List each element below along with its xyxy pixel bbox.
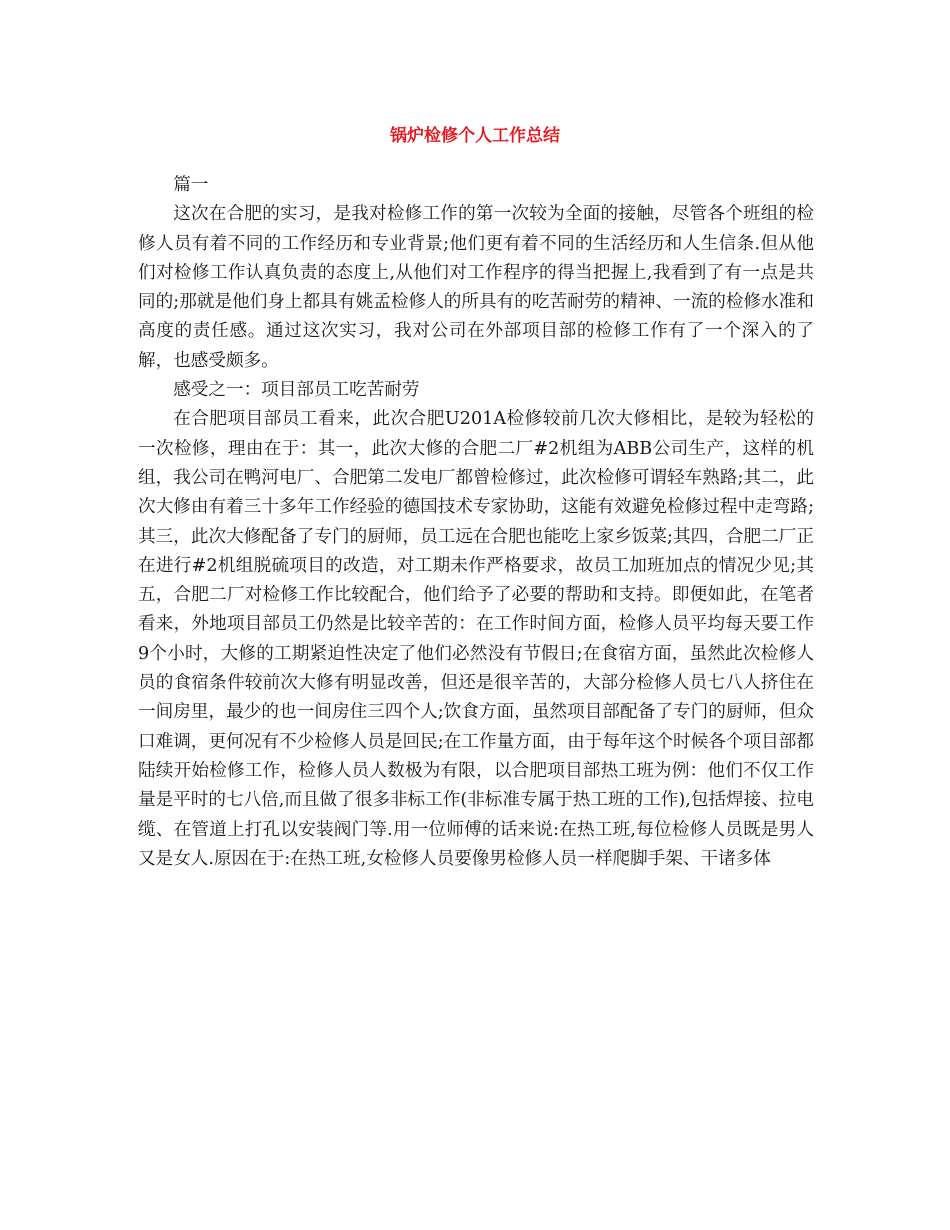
section-heading: 篇一 (173, 175, 209, 195)
paragraph: 在合肥项目部员工看来，此次合肥U201A检修较前几次大修相比，是较为轻松的一次检修，理由在于：其一，此次大修的合肥二厂#2机组为ABB公司生产，这样的机组，我公司在鸭河电厂、合肥第二发电厂都曾检修过，此次检修可谓轻车熟路;其二，此次大修由有着三十多年工作经验的德国技术专家协助，这能有效避免检修过程中走弯路;其三，此次大修配备了专门的厨师，员工远在合肥也能吃上家乡饭菜;其四，合肥二厂正在进行#2机组脱硫项目的改造，对工期未作严格要求，故员工加班加点的情况少见;其五，合肥二厂对检修工作比较配合，他们给予了必要的帮助和支持。即便如此，在笔者看来，外地项目部员工仍然是比较辛苦的：在工作时间方面，检修人员平均每天要工作9个小时，大修的工期紧迫性决定了他们必然没有节假日;在食宿方面，虽然此次检修人员的食宿条件较前次大修有明显改善，但还是很辛苦的，大部分检修人员七八人挤住在一间房里，最少的也一间房住三四个人;饮食方面，虽然项目部配备了专门的厨师，但众口难调，更何况有不少检修人员是回民;在工作量方面，由于每年这个时候各个项目部都陆续开始检修工作，检修人员人数极为有限，以合肥项目部热工班为例：他们不仅工作量是平时的七八倍,而且做了很多非标工作(非标准专属于热工班的工作),包括焊接、拉电缆、在管道上打孔以安装阀门等.用一位师傅的话来说:在热工班,每位检修人员既是男人又是女人.原因在于:在热工班,女检修人员要像男检修人员一样爬脚手架、干诸多体 (138, 409, 814, 869)
paragraph: 这次在合肥的实习，是我对检修工作的第一次较为全面的接触，尽管各个班组的检修人员有着不同的工作经历和专业背景;他们更有着不同的生活经历和人生信条.但从他们对检修工作认真负责的态度上,从他们对工作程序的得当把握上,我看到了有一点是共同的;那就是他们身上都具有姚孟检修人的所具有的吃苦耐劳的精神、一流的检修水准和高度的责任感。通过这次实习，我对公司在外部项目部的检修工作有了一个深入的了解，也感受颇多。 (138, 204, 814, 371)
document-body (138, 171, 814, 874)
subsection-heading: 感受之一：项目部员工吃苦耐劳 (173, 380, 420, 401)
document-title: 锅炉检修个人工作总结 (390, 126, 560, 146)
